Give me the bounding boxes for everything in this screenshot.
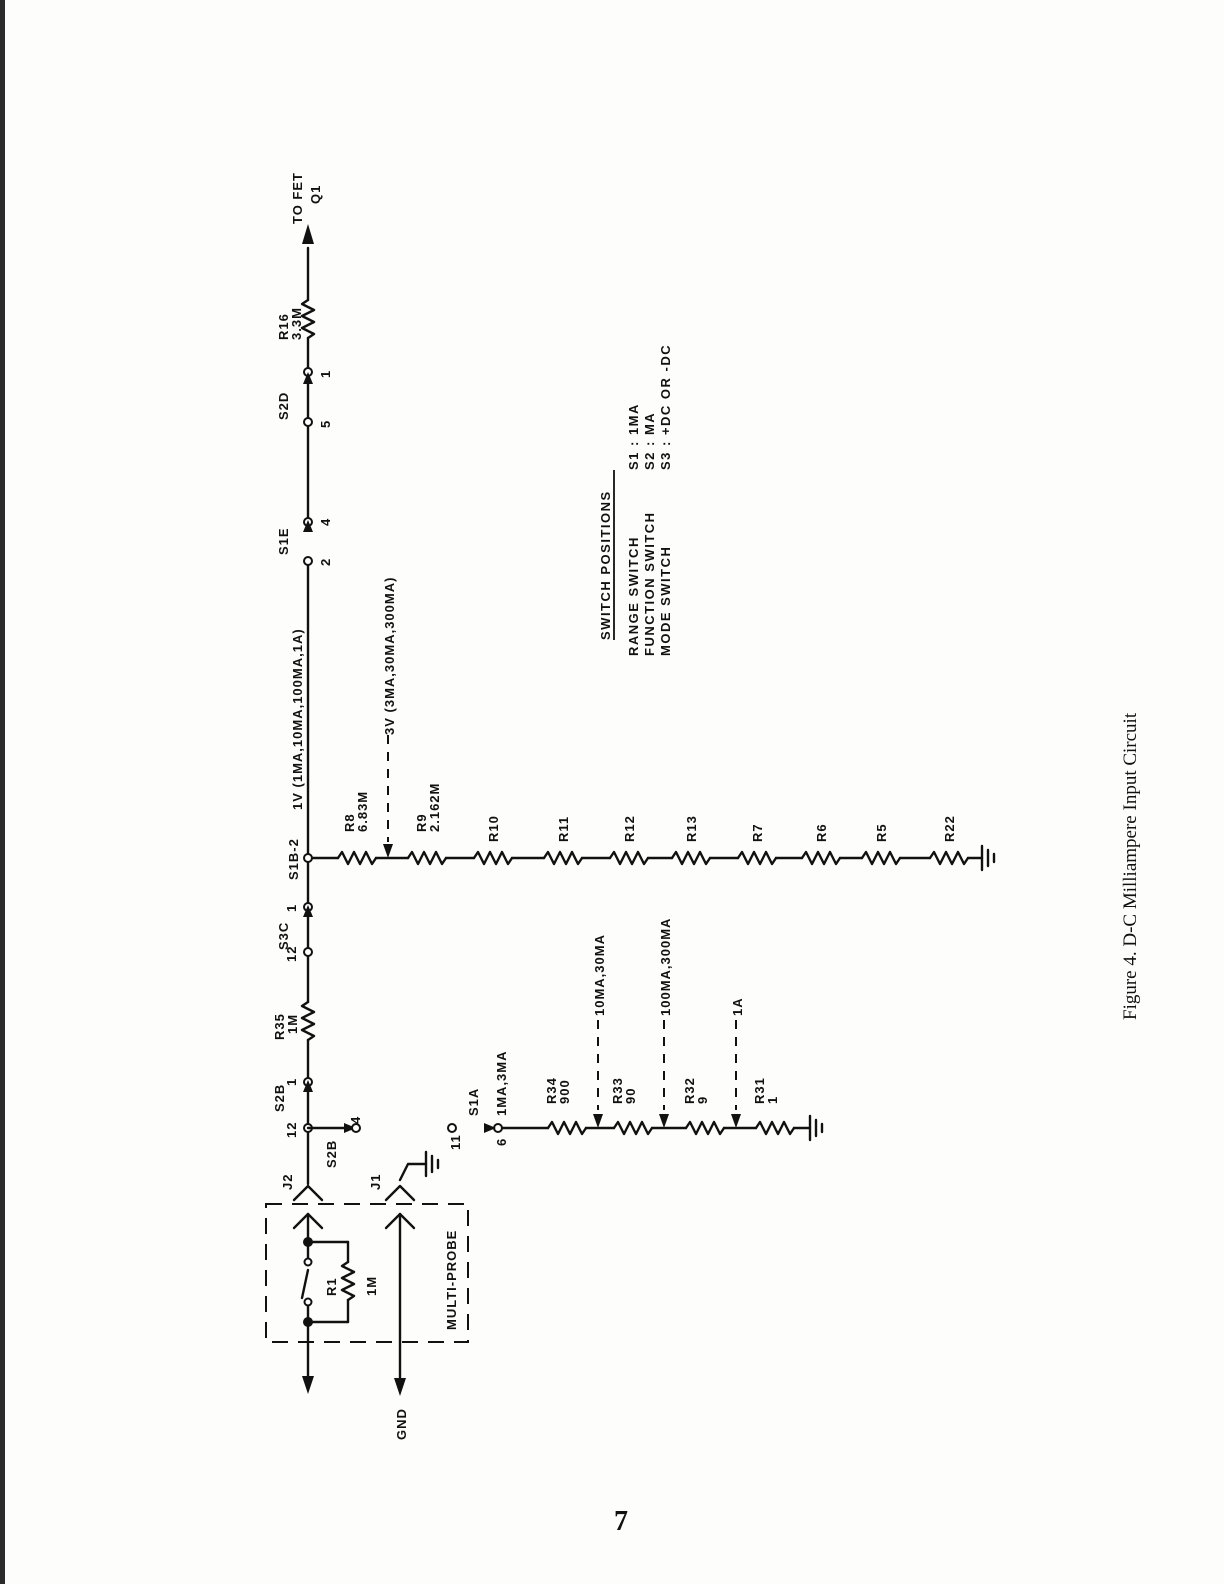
label-s1a: S1A	[466, 1087, 481, 1116]
label-q1: Q1	[308, 184, 323, 204]
label-r8-value: 6.83M	[355, 790, 370, 832]
label-r33-value: 90	[623, 1087, 638, 1104]
schematic-labels	[272, 172, 957, 1440]
label-tap-10ma: 10MA,30MA	[592, 934, 607, 1016]
label-s2d-pin1: 1	[318, 369, 333, 378]
label-s3c: S3C	[276, 921, 291, 950]
label-to-fet: TO FET	[290, 172, 305, 224]
label-j2: J2	[280, 1173, 295, 1190]
label-s3c-pin12: 12	[284, 945, 299, 962]
label-r16: R16	[276, 313, 291, 340]
label-r13: R13	[684, 815, 699, 842]
ground-icon	[810, 1116, 822, 1140]
label-r7: R7	[750, 823, 765, 842]
label-range-1v: 1V (1MA,10MA,100MA,1A)	[290, 628, 305, 810]
label-s1a-pin6: 6	[494, 1137, 509, 1146]
label-r35-value: 1M	[285, 1013, 300, 1034]
probe-circuit	[302, 1214, 406, 1396]
label-r34-value: 900	[557, 1079, 572, 1104]
label-r16-value: 3.3M	[289, 307, 304, 340]
switch-row-name: FUNCTION SWITCH	[642, 511, 657, 656]
label-r22: R22	[942, 815, 957, 842]
label-s1b2: S1B-2	[286, 838, 301, 880]
ground-icon	[982, 846, 994, 870]
switch-row-value: S2 : MA	[642, 411, 657, 470]
label-s1e-pin4: 4	[318, 517, 333, 526]
label-tap-1ma: 1MA,3MA	[494, 1050, 509, 1116]
switch-table-title: SWITCH POSITIONS	[598, 490, 613, 640]
switch-row-name: MODE SWITCH	[658, 545, 673, 656]
label-r10: R10	[486, 815, 501, 842]
label-s2b-pin12: 12	[284, 1121, 299, 1138]
label-tap-1a: 1A	[730, 997, 745, 1016]
label-r1: R1	[324, 1277, 339, 1296]
s1e-switch	[303, 518, 313, 565]
fet-arrow-icon	[302, 224, 314, 244]
switch-positions-table	[598, 344, 673, 656]
figure-caption: Figure 4. D-C Milliampere Input Circuit	[1120, 712, 1141, 1020]
label-multi-probe: MULTI-PROBE	[444, 1229, 459, 1330]
label-r9-value: 2.162M	[427, 782, 442, 832]
label-r34: R34	[544, 1077, 559, 1104]
label-s1a-pin11: 11	[448, 1134, 463, 1150]
page-number: 7	[614, 1506, 628, 1537]
label-r11: R11	[556, 815, 571, 842]
label-s1e: S1E	[276, 527, 291, 555]
label-r5: R5	[874, 823, 889, 842]
shunt-taps	[593, 1020, 741, 1128]
j1-ground	[400, 1152, 438, 1180]
label-s2d-pin5: 5	[318, 419, 333, 428]
label-s2d: S2D	[276, 391, 291, 420]
label-r32: R32	[682, 1077, 697, 1104]
tap-3v-arrow-icon	[383, 844, 393, 858]
label-range-3v: 3V (3MA,30MA,300MA)	[382, 576, 397, 735]
switch-row-name: RANGE SWITCH	[626, 536, 641, 656]
label-s2b-top: S2B	[272, 1083, 287, 1112]
label-r8: R8	[342, 813, 357, 832]
label-r12: R12	[622, 815, 637, 842]
label-r1-value: 1M	[364, 1275, 379, 1296]
label-s2b-pin4: 4	[348, 1115, 363, 1124]
label-gnd: GND	[394, 1408, 409, 1440]
switch-row-value: S3 : +DC OR -DC	[658, 343, 673, 470]
divider-resistor-string	[312, 852, 982, 864]
label-r9: R9	[414, 813, 429, 832]
label-r33: R33	[610, 1077, 625, 1104]
label-j1: J1	[368, 1173, 383, 1190]
label-s2b-side: S2B	[324, 1139, 339, 1168]
label-r32-value: 9	[695, 1095, 710, 1104]
label-r31: R31	[752, 1077, 767, 1104]
label-s3c-pin1: 1	[284, 903, 299, 912]
label-s2b-pin1: 1	[284, 1077, 299, 1086]
label-tap-100ma: 100MA,300MA	[658, 917, 673, 1016]
label-s1e-pin2: 2	[318, 557, 333, 566]
label-r31-value: 1	[765, 1095, 780, 1104]
switch-row-value: S1 : 1MA	[626, 403, 641, 470]
label-r35: R35	[272, 1013, 287, 1040]
label-r6: R6	[814, 823, 829, 842]
